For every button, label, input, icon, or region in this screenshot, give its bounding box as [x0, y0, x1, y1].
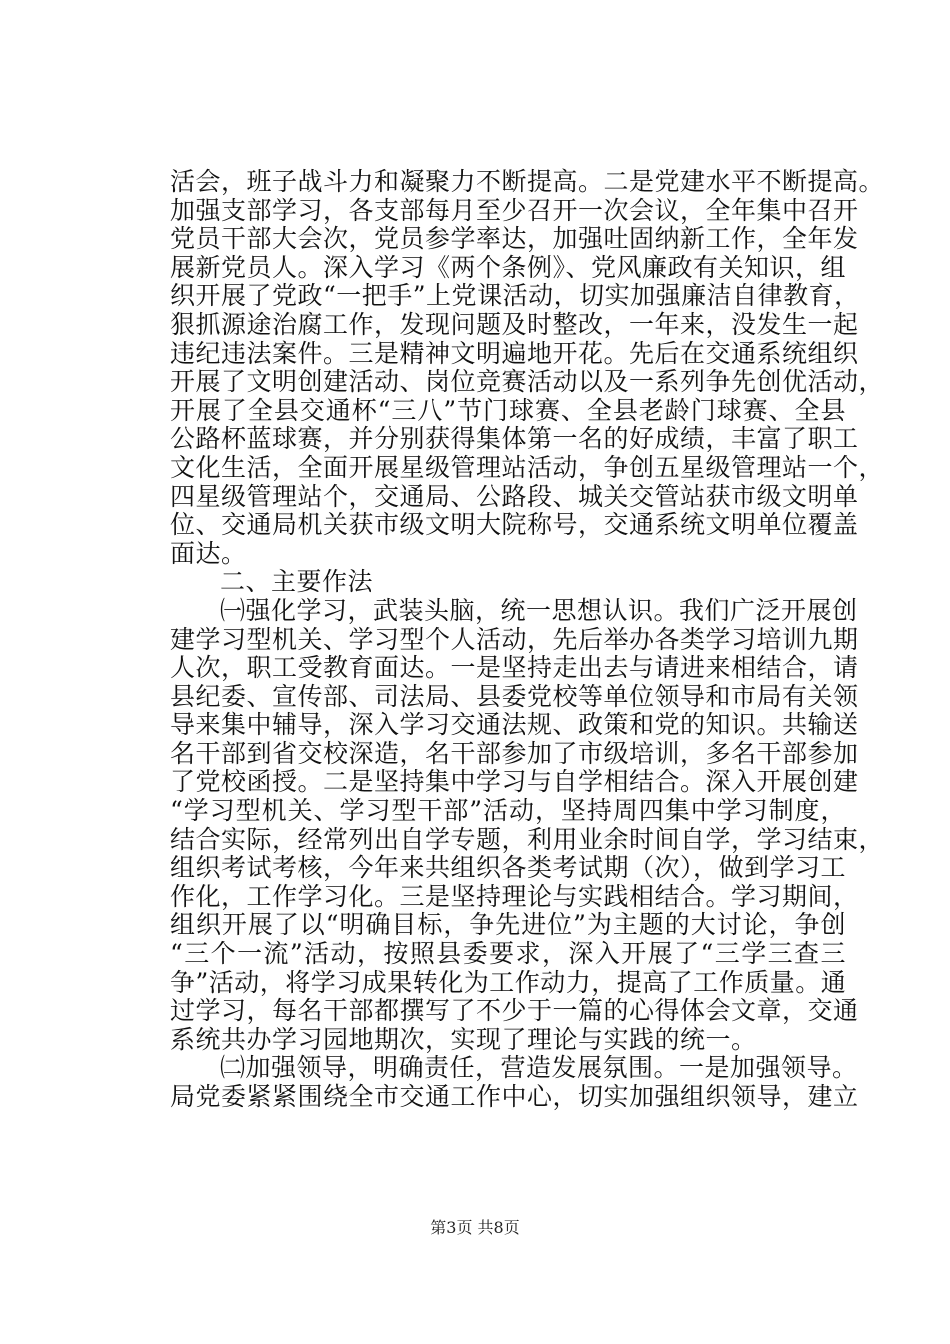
body-line: 违纪违法案件。三是精神文明遍地开花。先后在交通系统组织	[170, 338, 859, 368]
section-heading: 二、主要作法	[220, 567, 374, 597]
body-line: 名干部到省交校深造，名干部参加了市级培训，多名干部参加	[170, 738, 859, 768]
body-line: 开展了全县交通杯“三八”节门球赛、全县老龄门球赛、全县	[170, 395, 846, 425]
body-line: 作化，工作学习化。三是坚持理论与实践相结合。学习期间，	[170, 881, 859, 911]
body-line: 导来集中辅导，深入学习交通法规、政策和党的知识。共输送	[170, 710, 859, 740]
body-line: 活会，班子战斗力和凝聚力不断提高。二是党建水平不断提高。	[170, 167, 885, 196]
body-line: 狠抓源途治腐工作，发现问题及时整改，一年来，没发生一起	[170, 309, 859, 339]
body-line: “三个一流”活动，按照县委要求，深入开展了“三学三查三	[170, 939, 846, 969]
body-line: 组织考试考核，今年来共组织各类考试期（次），做到学习工	[170, 853, 847, 883]
document-body	[170, 167, 885, 1112]
body-line: 局党委紧紧围绕全市交通工作中心，切实加强组织领导，建立	[170, 1082, 859, 1111]
body-line: ㈡加强领导，明确责任，营造发展氛围。一是加强领导。	[220, 1053, 858, 1083]
body-line: 加强支部学习，各支部每月至少召开一次会议，全年集中召开	[170, 195, 859, 225]
body-line: 系统共办学习园地期次，实现了理论与实践的统一。	[170, 1024, 757, 1054]
body-line: 面达。	[170, 538, 247, 568]
body-line: 县纪委、宣传部、司法局、县委党校等单位领导和市局有关领	[170, 681, 859, 711]
body-line: “学习型机关、学习型干部”活动，坚持周四集中学习制度，	[170, 796, 846, 826]
page-footer: 第3页 共8页	[430, 1218, 520, 1237]
body-line: 人次，职工受教育面达。一是坚持走出去与请进来相结合，请	[170, 653, 859, 683]
body-line: 结合实际，经常列出自学专题，利用业余时间自学，学习结束，	[170, 824, 885, 854]
body-line: 党员干部大会次，党员参学率达，加强吐固纳新工作，全年发	[170, 224, 859, 254]
body-line: 组织开展了以“明确目标，争先进位”为主题的大讨论，争创	[170, 910, 846, 940]
body-line: 开展了文明创建活动、岗位竞赛活动以及一系列争先创优活动，	[170, 367, 885, 397]
body-line: ㈠强化学习，武装头脑，统一思想认识。我们广泛开展创	[220, 595, 858, 625]
body-line: 展新党员人。深入学习《两个条例》、党风廉政有关知识，组	[170, 252, 847, 282]
body-line: 位、交通局机关获市级文明大院称号，交通系统文明单位覆盖	[170, 510, 859, 540]
body-line: 织开展了党政“一把手”上党课活动，切实加强廉洁自律教育，	[170, 281, 860, 311]
body-line: 四星级管理站个，交通局、公路段、城关交管站获市级文明单	[170, 481, 859, 511]
body-line: 文化生活，全面开展星级管理站活动，争创五星级管理站一个，	[170, 452, 885, 482]
body-line: 过学习，每名干部都撰写了不少于一篇的心得体会文章，交通	[170, 996, 859, 1026]
body-line: 建学习型机关、学习型个人活动，先后举办各类学习培训九期	[170, 624, 859, 654]
body-line: 公路杯蓝球赛，并分别获得集体第一名的好成绩，丰富了职工	[170, 424, 859, 454]
body-line: 了党校函授。二是坚持集中学习与自学相结合。深入开展创建	[170, 767, 859, 797]
body-line: 争”活动，将学习成果转化为工作动力，提高了工作质量。通	[170, 967, 847, 997]
